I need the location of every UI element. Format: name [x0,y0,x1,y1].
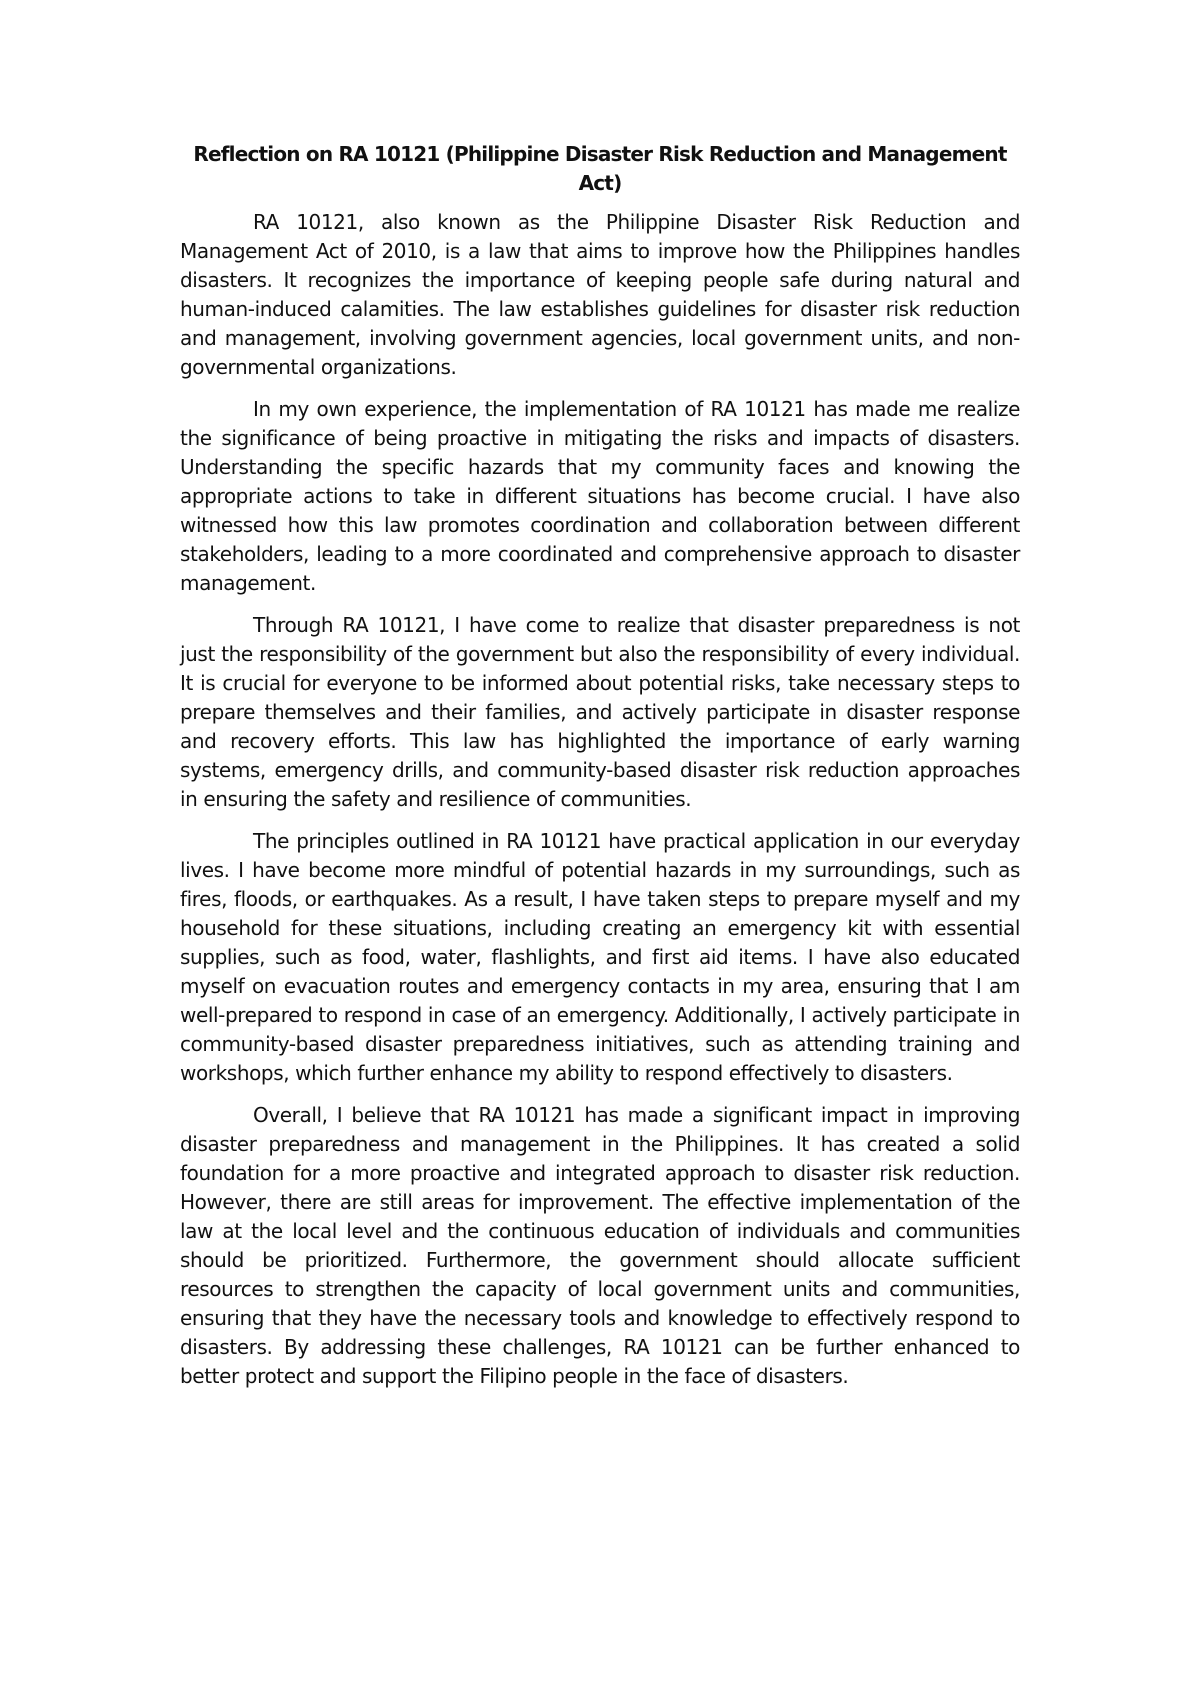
paragraph-overview: RA 10121, also known as the Philippine Disaster Risk Reduction and Management Act of 2010, is a law that aims to improve how the Philippines handles disasters. It recognizes the importance of keeping people safe during natural and human-induced calamities. The law establishes guidelines for disaster risk reduction and management, involving government agencies, local government units, and non-governmental organizations. [180,210,1020,379]
document-page [180,140,1020,1404]
paragraph-preparedness: Through RA 10121, I have come to realize that disaster preparedness is not just the responsibility of the government but also the responsibility of every individual. It is crucial for everyone to be informed about potential risks, take necessary steps to prepare themselves and their families, and actively participate in disaster response and recovery efforts. This law has highlighted the importance of early warning systems, emergency drills, and community-based disaster risk reduction approaches in ensuring the safety and resilience of communities. [180,613,1020,811]
paragraph-overall: Overall, I believe that RA 10121 has made a significant impact in improving disaster preparedness and management in the Philippines. It has created a solid foundation for a more proactive and integrated approach to disaster risk reduction. However, there are still areas for improvement. The effective implementation of the law at the local level and the continuous education of individuals and communities should be prioritized. Furthermore, the government should allocate sufficient resources to strengthen the capacity of local government units and communities, ensuring that they have the necessary tools and knowledge to effectively respond to disasters. By addressing these challenges, RA 10121 can be further enhanced to better protect and support the Filipino people in the face of disasters. [180,1103,1020,1388]
paragraph-practical-application: The principles outlined in RA 10121 have practical application in our everyday lives. I have become more mindful of potential hazards in my surroundings, such as fires, floods, or earthquakes. As a result, I have taken steps to prepare myself and my household for these situations, including creating an emergency kit with essential supplies, such as food, water, flashlights, and first aid items. I have also educated myself on evacuation routes and emergency contacts in my area, ensuring that I am well-prepared to respond in case of an emergency. Additionally, I actively participate in community-based disaster preparedness initiatives, such as attending training and workshops, which further enhance my ability to respond effectively to disasters. [180,829,1020,1085]
document-title: Reflection on RA 10121 (Philippine Disaster Risk Reduction and Management Act) [193,142,1007,195]
paragraph-experience: In my own experience, the implementation of RA 10121 has made me realize the significance of being proactive in mitigating the risks and impacts of disasters. Understanding the specific hazards that my community faces and knowing the appropriate actions to take in different situations has become crucial. I have also witnessed how this law promotes coordination and collaboration between different stakeholders, leading to a more coordinated and comprehensive approach to disaster management. [180,397,1020,595]
